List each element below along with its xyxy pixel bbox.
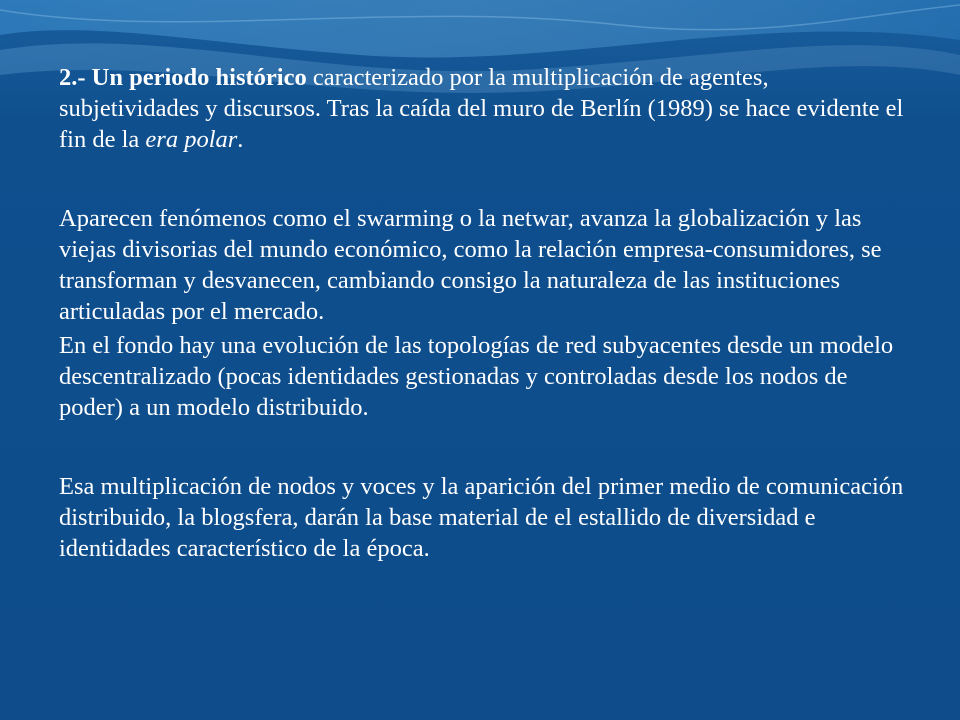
paragraph-1-end: .	[237, 126, 244, 153]
paragraph-2: Aparecen fenómenos como el swarming o la netwar, avanza la globalización y las viejas divisorias del mundo económico, como la relación empresa-consumidores, se transforman y desvanecen, cambiando consigo la naturaleza de las instituciones articuladas por el mercado.	[59, 205, 882, 325]
paragraph-4: Esa multiplicación de nodos y voces y la aparición del primer medio de comunicación distribuido, la blogsfera, darán la base material de el estallido de diversidad e identidades característico de la época.	[59, 473, 904, 562]
slide-body	[59, 62, 909, 564]
spacer	[59, 423, 909, 471]
paragraph-1-text: caracterizado por la multiplicación de agentes, subjetividades y discursos. Tras la caída del muro de Berlín (1989) se hace evidente el fin de la	[59, 64, 904, 153]
paragraph-1	[59, 62, 909, 155]
spacer	[59, 155, 909, 203]
paragraph-1-italic: era polar	[145, 126, 238, 153]
paragraph-1-lead: 2.- Un periodo histórico	[59, 64, 307, 91]
paragraph-3: En el fondo hay una evolución de las topologías de red subyacentes desde un modelo descentralizado (pocas identidades gestionadas y controladas desde los nodos de poder) a un modelo distribuido.	[59, 332, 894, 421]
